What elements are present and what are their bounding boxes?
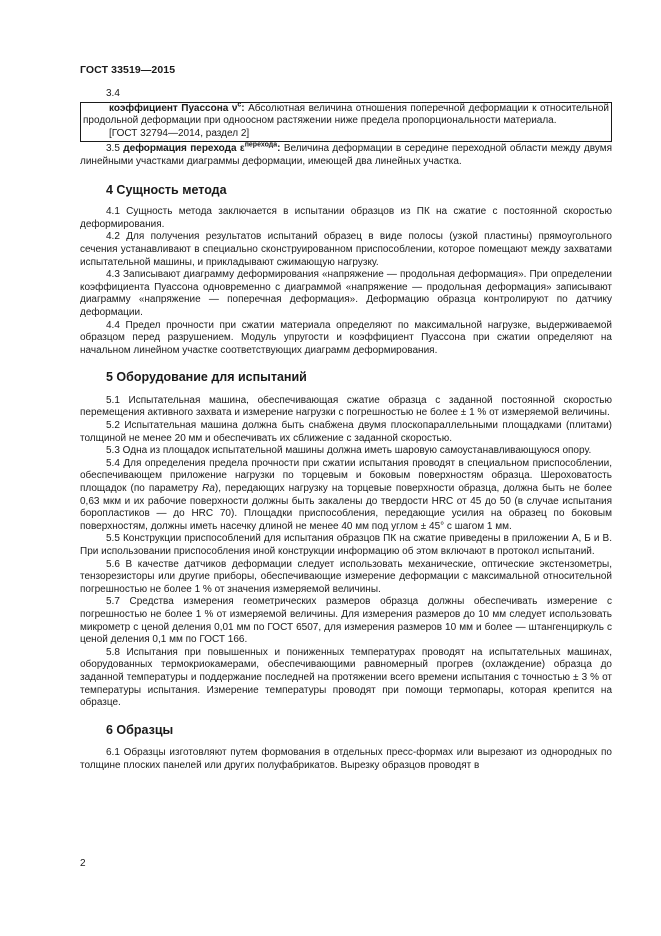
document-header: ГОСТ 33519—2015 — [80, 64, 176, 76]
section-5-heading: 5 Оборудование для испытаний — [106, 370, 307, 385]
clause-3-4-text: Абсолютная величина отношения поперечной деформации к относительной продольной деформации при одноосном растяжении ниже предела пропорциональности материала. — [83, 102, 609, 127]
clause-5-3: 5.3 Одна из площадок испытательной машины должна иметь шаровую самоустанавливающуюся опору. — [106, 445, 592, 457]
ra-parameter: Ra — [202, 483, 215, 495]
page-content — [80, 88, 612, 773]
clause-5-2: 5.2 Испытательная машина должна быть снабжена двумя плоскопараллельными площадками (плитами) толщиной не менее 20 мм и обеспечивать их сближение с заданной скоростью. — [80, 420, 612, 444]
clause-4-1: 4.1 Сущность метода заключается в испытании образцов из ПК на сжатие с постоянной скоростью деформирования. — [80, 206, 612, 230]
clause-5-6: 5.6 В качестве датчиков деформации следует использовать механические, оптические экстензометры, тензорезисторы или другие приборы, обеспечивающие измерение деформации с максимальной относительной погрешностью не более 1 % от значения измеряемой величины. — [80, 558, 612, 595]
clause-4-4: 4.4 Предел прочности при сжатии материала определяют по максимальной нагрузке, выдерживаемой образцом перед разрушением. Модуль упругости и коэффициент Пуассона при сжатии определяют на начальном линейном участке соответствующих диаграмм деформирования. — [80, 319, 612, 356]
term-poisson-colon: : — [241, 102, 245, 114]
clause-5-7: 5.7 Средства измерения геометрических размеров образца должны обеспечивать измерение с погрешностью не более 1 % от измеряемой величины. Для измерения размеров до 10 мм следует использовать микрометр с ценой деления 0,01 мм по ГОСТ 6507, для измерения размеров 10 мм и более — штангенциркуль с ценой деления 0,1 мм по ГОСТ 166. — [80, 596, 612, 646]
clause-3-5-number: 3.5 — [106, 143, 120, 155]
clause-3-5-text: Величина деформации в середине переходной области между двумя линейными участками диаграммы деформации, имеющей два линейных участка. — [80, 143, 612, 167]
clause-5-4-part-b: ), передающих нагрузку на торцевые поверхности образца, должна быть не более 0,63 мкм и их рабочие поверхности должны быть закалены до твердости HRC от 45 до 50 (в случае испытания боропластиков — до HRC 70). Площадки приспособления, передающие усилия на образец по боковым поверхностям, должны иметь насечку длиной не менее 40 мм под углом ± 45° с шагом 1 мм. — [80, 483, 613, 532]
clause-5-5: 5.5 Конструкции приспособлений для испытания образцов ПК на сжатие приведены в приложении А, Б и В. При использовании приспособления иной конструкции информацию об этом включают в протокол испытаний. — [80, 533, 612, 557]
clause-3-5 — [80, 143, 612, 168]
term-transition-text: деформация перехода ε — [123, 143, 245, 155]
term-transition-sup: перехода — [244, 142, 278, 150]
clause-5-4 — [80, 458, 612, 534]
term-box-poisson — [80, 102, 612, 143]
clause-5-8: 5.8 Испытания при повышенных и пониженных температурах проводят на испытательных машинах, оборудованных термокриокамерами, обеспечивающими равномерный прогрев (охлаждение) образца до заданной температуры и поддержание последней на протяжении всего времени испытания с точностью ± 3 % от температуры испытания. Измерение температуры проводят при помощи термопары, которая крепится на образце. — [80, 646, 612, 709]
section-4-heading: 4 Сущность метода — [106, 182, 227, 197]
term-transition-colon: : — [277, 143, 281, 155]
clause-5-4-part-a: 5.4 Для определения предела прочности при сжатии испытания проводят в специальном приспособлении, обеспечивающем приложение нагрузки по торцевым и боковым поверхностям образца. Шероховатость площадок (по параметру — [80, 457, 612, 495]
clause-5-1: 5.1 Испытательная машина, обеспечивающая сжатие образца с заданной постоянной скоростью перемещения активного захвата и измерение нагрузки с погрешностью не более ± 1 % от измеряемой величины. — [80, 394, 612, 419]
page-number: 2 — [80, 858, 86, 869]
clause-4-3: 4.3 Записывают диаграмму деформирования «напряжение — продольная деформация». При определении коэффициента Пуассона одновременно с диаграммой «напряжение — продольная деформация» записывают диаграмму «напряжение — поперечная деформация». Деформацию образца контролируют по датчику деформации. — [80, 269, 612, 318]
clause-3-4-number: 3.4 — [106, 88, 120, 99]
term-poisson-text: коэффициент Пуассона ν — [109, 102, 238, 114]
clause-6-1: 6.1 Образцы изготовляют путем формования в отдельных пресс-формах или вырезают из однородных по толщине плоских панелей или других полуфабрикатов. Вырезку образцов проводят в — [80, 747, 612, 771]
term-poisson — [109, 103, 245, 114]
clause-3-4-definition — [83, 103, 609, 128]
term-transition-strain — [123, 143, 280, 154]
section-6-heading: 6 Образцы — [106, 722, 174, 737]
term-poisson-sup: c — [237, 101, 242, 109]
clause-4-2: 4.2 Для получения результатов испытаний образец в виде полосы (узкой пластины) прямоугольного сечения устанавливают в специально сконструированном приспособлении, которое помещают между захватами испытательной машины, и прикладывают сжимающую нагрузку. — [80, 231, 612, 268]
clause-3-4-reference: [ГОСТ 32794—2014, раздел 2] — [109, 127, 250, 139]
